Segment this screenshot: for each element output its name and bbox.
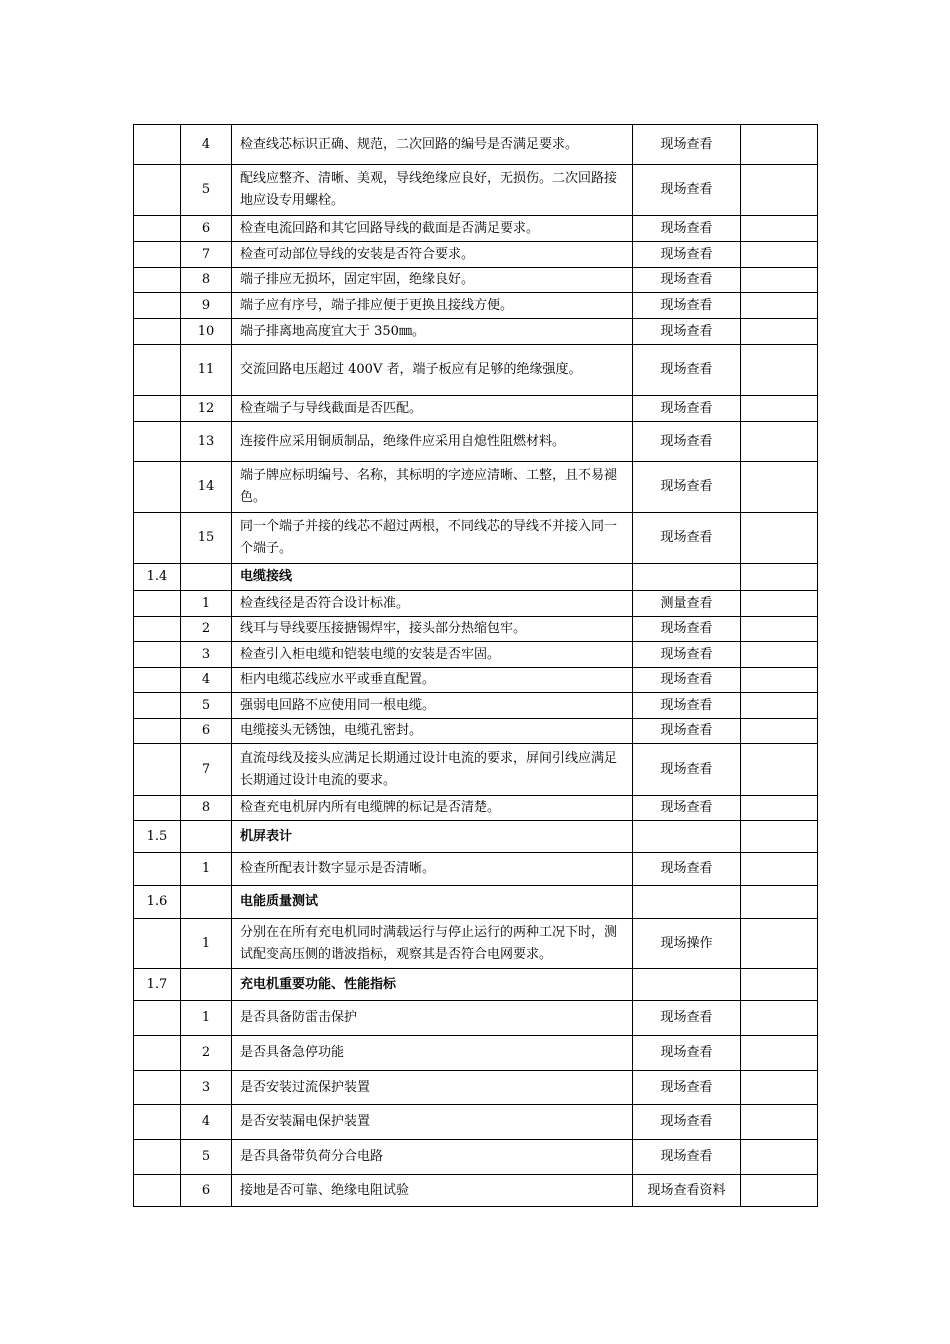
section-number-cell	[134, 268, 181, 293]
item-number-cell: 1	[181, 591, 232, 617]
item-number-cell: 12	[181, 396, 232, 422]
check-method-cell: 现场查看	[633, 853, 741, 886]
check-method-cell: 现场查看	[633, 462, 741, 513]
table-row	[134, 513, 818, 564]
check-method-cell: 现场查看	[633, 125, 741, 165]
section-number-cell	[134, 719, 181, 744]
check-item-cell: 线耳与导线要压接搪锡焊牢，接头部分热缩包牢。	[232, 617, 633, 642]
section-number-cell	[134, 125, 181, 165]
result-cell	[741, 744, 818, 796]
item-number-cell	[181, 564, 232, 591]
result-cell	[741, 719, 818, 744]
item-number-cell: 5	[181, 1140, 232, 1175]
item-number-cell: 4	[181, 668, 232, 693]
check-method-cell	[633, 969, 741, 1001]
check-method-cell: 现场查看	[633, 719, 741, 744]
result-cell	[741, 617, 818, 642]
check-method-cell: 现场查看	[633, 242, 741, 268]
check-method-cell	[633, 886, 741, 919]
check-method-cell: 现场查看	[633, 268, 741, 293]
section-number-cell	[134, 591, 181, 617]
inspection-table	[133, 124, 818, 1207]
table-row	[134, 642, 818, 668]
check-method-cell: 现场查看	[633, 1071, 741, 1105]
section-number-cell: 1.6	[134, 886, 181, 919]
result-cell	[741, 165, 818, 216]
table-row	[134, 422, 818, 462]
check-item-cell: 检查所配表计数字显示是否清晰。	[232, 853, 633, 886]
section-number-cell	[134, 668, 181, 693]
check-method-cell: 现场查看	[633, 319, 741, 345]
section-number-cell: 1.7	[134, 969, 181, 1001]
section-number-cell	[134, 642, 181, 668]
check-item-cell: 电缆接头无锈蚀，电缆孔密封。	[232, 719, 633, 744]
table-row	[134, 617, 818, 642]
check-item-cell: 柜内电缆芯线应水平或垂直配置。	[232, 668, 633, 693]
result-cell	[741, 396, 818, 422]
result-cell	[741, 422, 818, 462]
item-number-cell: 14	[181, 462, 232, 513]
item-number-cell: 8	[181, 268, 232, 293]
section-number-cell	[134, 796, 181, 821]
section-row	[134, 564, 818, 591]
section-title-cell: 电能质量测试	[232, 886, 633, 919]
section-number-cell	[134, 1175, 181, 1207]
result-cell	[741, 1071, 818, 1105]
item-number-cell: 6	[181, 719, 232, 744]
item-number-cell: 6	[181, 1175, 232, 1207]
section-title-cell: 机屏表计	[232, 821, 633, 853]
section-number-cell: 1.4	[134, 564, 181, 591]
result-cell	[741, 125, 818, 165]
item-number-cell: 3	[181, 642, 232, 668]
result-cell	[741, 591, 818, 617]
check-item-cell: 检查线芯标识正确、规范，二次回路的编号是否满足要求。	[232, 125, 633, 165]
result-cell	[741, 345, 818, 396]
section-number-cell: 1.5	[134, 821, 181, 853]
section-number-cell	[134, 242, 181, 268]
section-number-cell	[134, 617, 181, 642]
check-method-cell: 现场查看	[633, 165, 741, 216]
check-method-cell	[633, 564, 741, 591]
item-number-cell: 2	[181, 617, 232, 642]
section-number-cell	[134, 1071, 181, 1105]
check-item-cell: 检查电流回路和其它回路导线的截面是否满足要求。	[232, 216, 633, 242]
check-method-cell: 现场查看	[633, 744, 741, 796]
check-item-cell: 端子排离地高度宜大于 350㎜。	[232, 319, 633, 345]
check-method-cell: 现场操作	[633, 919, 741, 969]
result-cell	[741, 1036, 818, 1071]
table-row	[134, 1140, 818, 1175]
check-item-cell: 直流母线及接头应满足长期通过设计电流的要求，屏间引线应满足长期通过设计电流的要求。	[232, 744, 633, 796]
result-cell	[741, 1001, 818, 1036]
item-number-cell: 7	[181, 242, 232, 268]
section-number-cell	[134, 293, 181, 319]
result-cell	[741, 796, 818, 821]
item-number-cell	[181, 969, 232, 1001]
table-row	[134, 1071, 818, 1105]
check-item-cell: 分别在在所有充电机同时满载运行与停止运行的两种工况下时，测试配变高压侧的谐波指标，观察其是否符合电网要求。	[232, 919, 633, 969]
item-number-cell: 9	[181, 293, 232, 319]
check-method-cell: 现场查看	[633, 293, 741, 319]
item-number-cell: 11	[181, 345, 232, 396]
section-number-cell	[134, 1001, 181, 1036]
check-method-cell: 现场查看资料	[633, 1175, 741, 1207]
section-number-cell	[134, 422, 181, 462]
check-item-cell: 是否安装漏电保护装置	[232, 1105, 633, 1140]
check-method-cell: 现场查看	[633, 617, 741, 642]
item-number-cell: 5	[181, 165, 232, 216]
table-row	[134, 125, 818, 165]
check-method-cell: 现场查看	[633, 668, 741, 693]
section-number-cell	[134, 693, 181, 719]
section-number-cell	[134, 216, 181, 242]
check-item-cell: 连接件应采用铜质制品，绝缘件应采用自熄性阻燃材料。	[232, 422, 633, 462]
section-number-cell	[134, 853, 181, 886]
inspection-table-body	[134, 125, 818, 1207]
check-method-cell: 现场查看	[633, 1105, 741, 1140]
check-item-cell: 同一个端子并接的线芯不超过两根，不同线芯的导线不并接入同一个端子。	[232, 513, 633, 564]
section-title-cell: 充电机重要功能、性能指标	[232, 969, 633, 1001]
item-number-cell: 3	[181, 1071, 232, 1105]
table-row	[134, 1105, 818, 1140]
check-item-cell: 端子牌应标明编号、名称，其标明的字迹应清晰、工整，且不易褪色。	[232, 462, 633, 513]
table-row	[134, 165, 818, 216]
section-number-cell	[134, 744, 181, 796]
check-item-cell: 检查充电机屏内所有电缆牌的标记是否清楚。	[232, 796, 633, 821]
item-number-cell: 4	[181, 1105, 232, 1140]
result-cell	[741, 886, 818, 919]
section-number-cell	[134, 345, 181, 396]
check-item-cell: 配线应整齐、清晰、美观，导线绝缘应良好，无损伤。二次回路接地应设专用螺栓。	[232, 165, 633, 216]
section-number-cell	[134, 462, 181, 513]
check-method-cell: 现场查看	[633, 345, 741, 396]
check-method-cell: 现场查看	[633, 642, 741, 668]
item-number-cell: 4	[181, 125, 232, 165]
check-item-cell: 检查端子与导线截面是否匹配。	[232, 396, 633, 422]
check-item-cell: 是否安装过流保护装置	[232, 1071, 633, 1105]
result-cell	[741, 853, 818, 886]
result-cell	[741, 216, 818, 242]
result-cell	[741, 242, 818, 268]
item-number-cell: 1	[181, 853, 232, 886]
section-row	[134, 886, 818, 919]
item-number-cell: 15	[181, 513, 232, 564]
result-cell	[741, 1105, 818, 1140]
result-cell	[741, 268, 818, 293]
table-row	[134, 396, 818, 422]
result-cell	[741, 462, 818, 513]
result-cell	[741, 821, 818, 853]
check-item-cell: 检查线径是否符合设计标准。	[232, 591, 633, 617]
check-method-cell: 现场查看	[633, 1036, 741, 1071]
result-cell	[741, 919, 818, 969]
check-item-cell: 端子应有序号，端子排应便于更换且接线方便。	[232, 293, 633, 319]
table-row	[134, 1001, 818, 1036]
item-number-cell: 7	[181, 744, 232, 796]
item-number-cell	[181, 886, 232, 919]
item-number-cell: 13	[181, 422, 232, 462]
check-method-cell: 现场查看	[633, 422, 741, 462]
result-cell	[741, 668, 818, 693]
check-method-cell: 现场查看	[633, 1001, 741, 1036]
section-title-cell: 电缆接线	[232, 564, 633, 591]
check-method-cell: 现场查看	[633, 216, 741, 242]
check-item-cell: 是否具备急停功能	[232, 1036, 633, 1071]
check-item-cell: 端子排应无损坏，固定牢固，绝缘良好。	[232, 268, 633, 293]
section-row	[134, 969, 818, 1001]
section-number-cell	[134, 396, 181, 422]
section-number-cell	[134, 165, 181, 216]
section-number-cell	[134, 319, 181, 345]
check-method-cell: 现场查看	[633, 796, 741, 821]
section-row	[134, 821, 818, 853]
check-method-cell: 现场查看	[633, 693, 741, 719]
result-cell	[741, 642, 818, 668]
result-cell	[741, 293, 818, 319]
table-row	[134, 668, 818, 693]
table-row	[134, 462, 818, 513]
check-item-cell: 是否具备带负荷分合电路	[232, 1140, 633, 1175]
check-method-cell: 现场查看	[633, 396, 741, 422]
result-cell	[741, 564, 818, 591]
table-row	[134, 719, 818, 744]
table-row	[134, 919, 818, 969]
table-row	[134, 1175, 818, 1207]
table-row	[134, 345, 818, 396]
table-row	[134, 693, 818, 719]
check-item-cell: 是否具备防雷击保护	[232, 1001, 633, 1036]
check-item-cell: 检查引入柜电缆和铠装电缆的安装是否牢固。	[232, 642, 633, 668]
section-number-cell	[134, 1105, 181, 1140]
item-number-cell: 6	[181, 216, 232, 242]
item-number-cell: 5	[181, 693, 232, 719]
result-cell	[741, 1175, 818, 1207]
table-row	[134, 319, 818, 345]
check-method-cell: 现场查看	[633, 513, 741, 564]
check-method-cell	[633, 821, 741, 853]
table-row	[134, 853, 818, 886]
table-row	[134, 268, 818, 293]
table-row	[134, 744, 818, 796]
result-cell	[741, 1140, 818, 1175]
table-row	[134, 591, 818, 617]
result-cell	[741, 969, 818, 1001]
table-row	[134, 216, 818, 242]
result-cell	[741, 513, 818, 564]
item-number-cell: 2	[181, 1036, 232, 1071]
check-item-cell: 接地是否可靠、绝缘电阻试验	[232, 1175, 633, 1207]
section-number-cell	[134, 1036, 181, 1071]
table-row	[134, 1036, 818, 1071]
check-item-cell: 交流回路电压超过 400V 者，端子板应有足够的绝缘强度。	[232, 345, 633, 396]
item-number-cell	[181, 821, 232, 853]
check-item-cell: 检查可动部位导线的安装是否符合要求。	[232, 242, 633, 268]
table-row	[134, 796, 818, 821]
section-number-cell	[134, 1140, 181, 1175]
item-number-cell: 1	[181, 919, 232, 969]
result-cell	[741, 319, 818, 345]
table-row	[134, 242, 818, 268]
section-number-cell	[134, 919, 181, 969]
item-number-cell: 10	[181, 319, 232, 345]
check-method-cell: 测量查看	[633, 591, 741, 617]
result-cell	[741, 693, 818, 719]
check-item-cell: 强弱电回路不应使用同一根电缆。	[232, 693, 633, 719]
table-row	[134, 293, 818, 319]
item-number-cell: 1	[181, 1001, 232, 1036]
section-number-cell	[134, 513, 181, 564]
item-number-cell: 8	[181, 796, 232, 821]
check-method-cell: 现场查看	[633, 1140, 741, 1175]
